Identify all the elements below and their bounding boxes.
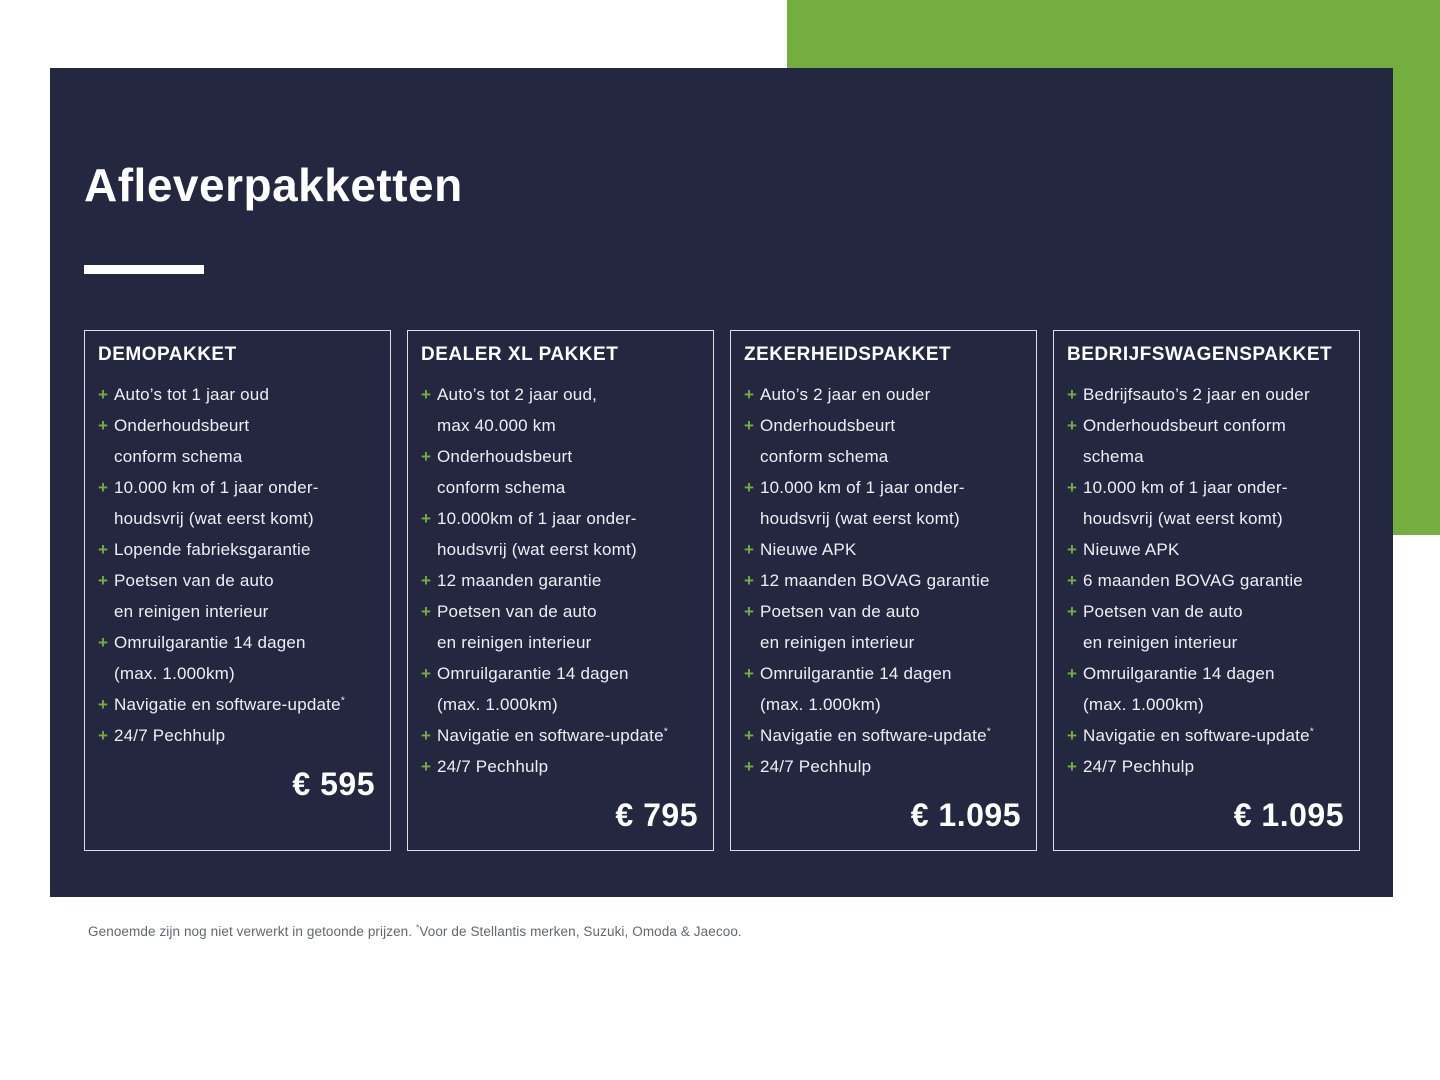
footnote-text-before: Genoemde zijn nog niet verwerkt in getoonde prijzen. [88, 924, 416, 939]
feature-text: Poetsen van de auto en reinigen interieur [114, 571, 274, 621]
feature-text: 24/7 Pechhulp [437, 757, 549, 776]
plus-icon: + [1067, 571, 1077, 590]
feature-item [98, 720, 377, 751]
feature-item [1067, 751, 1346, 782]
plus-icon: + [421, 726, 431, 745]
feature-text: Omruilgarantie 14 dagen (max. 1.000km) [1083, 664, 1275, 714]
feature-text: Omruilgarantie 14 dagen (max. 1.000km) [760, 664, 952, 714]
feature-text: 10.000 km of 1 jaar onder- houdsvrij (wat eerst komt) [760, 478, 965, 528]
plus-icon: + [421, 447, 431, 466]
feature-item [1067, 410, 1346, 472]
feature-item [744, 534, 1023, 565]
feature-item [421, 720, 700, 751]
package-price: € 1.095 [1233, 797, 1344, 833]
feature-item [744, 379, 1023, 410]
feature-text: Auto’s tot 1 jaar oud [114, 385, 270, 404]
package-title: ZEKERHEIDSPAKKET [744, 344, 952, 365]
feature-text: 6 maanden BOVAG garantie [1083, 571, 1303, 590]
feature-item [744, 410, 1023, 472]
feature-item [421, 596, 700, 658]
feature-text: Navigatie en software-update* [760, 725, 992, 745]
feature-item [98, 472, 377, 534]
feature-item [98, 410, 377, 472]
feature-text: Bedrijfsauto’s 2 jaar en ouder [1083, 385, 1310, 404]
plus-icon: + [98, 385, 108, 404]
plus-icon: + [744, 757, 754, 776]
plus-icon: + [744, 540, 754, 559]
feature-text: Navigatie en software-update* [437, 725, 669, 745]
plus-icon: + [421, 757, 431, 776]
footnote-text-after: Voor de Stellantis merken, Suzuki, Omoda & Jaecoo. [419, 924, 742, 939]
plus-icon: + [1067, 478, 1077, 497]
feature-text: 12 maanden garantie [437, 571, 602, 590]
plus-icon: + [744, 385, 754, 404]
feature-item [744, 565, 1023, 596]
plus-icon: + [744, 571, 754, 590]
package-title: BEDRIJFSWAGENSPAKKET [1067, 344, 1333, 365]
feature-item [1067, 534, 1346, 565]
feature-text: Lopende fabrieksgarantie [114, 540, 311, 559]
feature-text: 24/7 Pechhulp [1083, 757, 1195, 776]
title-underline [84, 265, 204, 274]
package-card-demopakket [84, 330, 391, 851]
packages-row [84, 330, 1360, 851]
feature-item [1067, 720, 1346, 751]
feature-text: 10.000 km of 1 jaar onder- houdsvrij (wat eerst komt) [1083, 478, 1288, 528]
plus-icon: + [98, 695, 108, 714]
feature-text: Navigatie en software-update* [1083, 725, 1315, 745]
plus-icon: + [98, 726, 108, 745]
plus-icon: + [1067, 664, 1077, 683]
feature-list [1067, 379, 1346, 782]
plus-icon: + [421, 602, 431, 621]
package-price: € 795 [615, 797, 698, 833]
package-card-dealer-xl-pakket [407, 330, 714, 851]
feature-list [744, 379, 1023, 782]
feature-item [744, 720, 1023, 751]
page-title: Afleverpakketten [84, 159, 463, 211]
feature-item [98, 689, 377, 720]
feature-item [744, 658, 1023, 720]
feature-item [98, 379, 377, 410]
feature-list [98, 379, 377, 751]
package-price: € 1.095 [910, 797, 1021, 833]
plus-icon: + [98, 571, 108, 590]
plus-icon: + [421, 571, 431, 590]
package-price: € 595 [292, 766, 375, 802]
feature-text: Omruilgarantie 14 dagen (max. 1.000km) [437, 664, 629, 714]
feature-text: Navigatie en software-update* [114, 694, 346, 714]
feature-text: Onderhoudsbeurt conform schema [1083, 416, 1287, 466]
plus-icon: + [421, 509, 431, 528]
feature-text: Nieuwe APK [760, 540, 857, 559]
feature-text: 24/7 Pechhulp [114, 726, 226, 745]
content-panel [50, 68, 1393, 897]
plus-icon: + [1067, 757, 1077, 776]
feature-text: Poetsen van de auto en reinigen interieur [437, 602, 597, 652]
feature-item [1067, 658, 1346, 720]
feature-text: Onderhoudsbeurt conform schema [437, 447, 573, 497]
feature-text: Nieuwe APK [1083, 540, 1180, 559]
feature-item [421, 379, 700, 441]
feature-list [421, 379, 700, 782]
plus-icon: + [98, 540, 108, 559]
feature-item [744, 596, 1023, 658]
plus-icon: + [744, 478, 754, 497]
feature-item [1067, 565, 1346, 596]
feature-text: Poetsen van de auto en reinigen interieur [760, 602, 920, 652]
feature-item [98, 565, 377, 627]
feature-text: Omruilgarantie 14 dagen (max. 1.000km) [114, 633, 306, 683]
feature-item [1067, 596, 1346, 658]
package-title: DEALER XL PAKKET [421, 344, 619, 365]
feature-text: Onderhoudsbeurt conform schema [114, 416, 250, 466]
feature-text: Poetsen van de auto en reinigen interieur [1083, 602, 1243, 652]
footnote [88, 924, 742, 939]
feature-item [744, 751, 1023, 782]
plus-icon: + [98, 416, 108, 435]
feature-text: Auto’s 2 jaar en ouder [760, 385, 931, 404]
plus-icon: + [98, 633, 108, 652]
plus-icon: + [98, 478, 108, 497]
feature-item [421, 751, 700, 782]
plus-icon: + [421, 664, 431, 683]
plus-icon: + [744, 416, 754, 435]
plus-icon: + [1067, 726, 1077, 745]
feature-text: 10.000km of 1 jaar onder- houdsvrij (wat eerst komt) [437, 509, 637, 559]
feature-item [421, 503, 700, 565]
package-card-zekerheidspakket [730, 330, 1037, 851]
feature-text: 12 maanden BOVAG garantie [760, 571, 990, 590]
feature-text: 10.000 km of 1 jaar onder- houdsvrij (wat eerst komt) [114, 478, 319, 528]
feature-item [421, 565, 700, 596]
plus-icon: + [744, 664, 754, 683]
plus-icon: + [1067, 602, 1077, 621]
plus-icon: + [744, 602, 754, 621]
plus-icon: + [421, 385, 431, 404]
feature-item [1067, 379, 1346, 410]
feature-item [1067, 472, 1346, 534]
feature-item [421, 441, 700, 503]
plus-icon: + [1067, 385, 1077, 404]
feature-text: Onderhoudsbeurt conform schema [760, 416, 896, 466]
footnote-asterisk: * [416, 922, 420, 933]
feature-text: 24/7 Pechhulp [760, 757, 872, 776]
plus-icon: + [744, 726, 754, 745]
feature-item [98, 534, 377, 565]
feature-item [421, 658, 700, 720]
package-title: DEMOPAKKET [98, 344, 237, 365]
package-card-bedrijfswagenspakket [1053, 330, 1360, 851]
feature-item [98, 627, 377, 689]
feature-item [744, 472, 1023, 534]
plus-icon: + [1067, 540, 1077, 559]
feature-text: Auto’s tot 2 jaar oud, max 40.000 km [437, 385, 598, 435]
plus-icon: + [1067, 416, 1077, 435]
